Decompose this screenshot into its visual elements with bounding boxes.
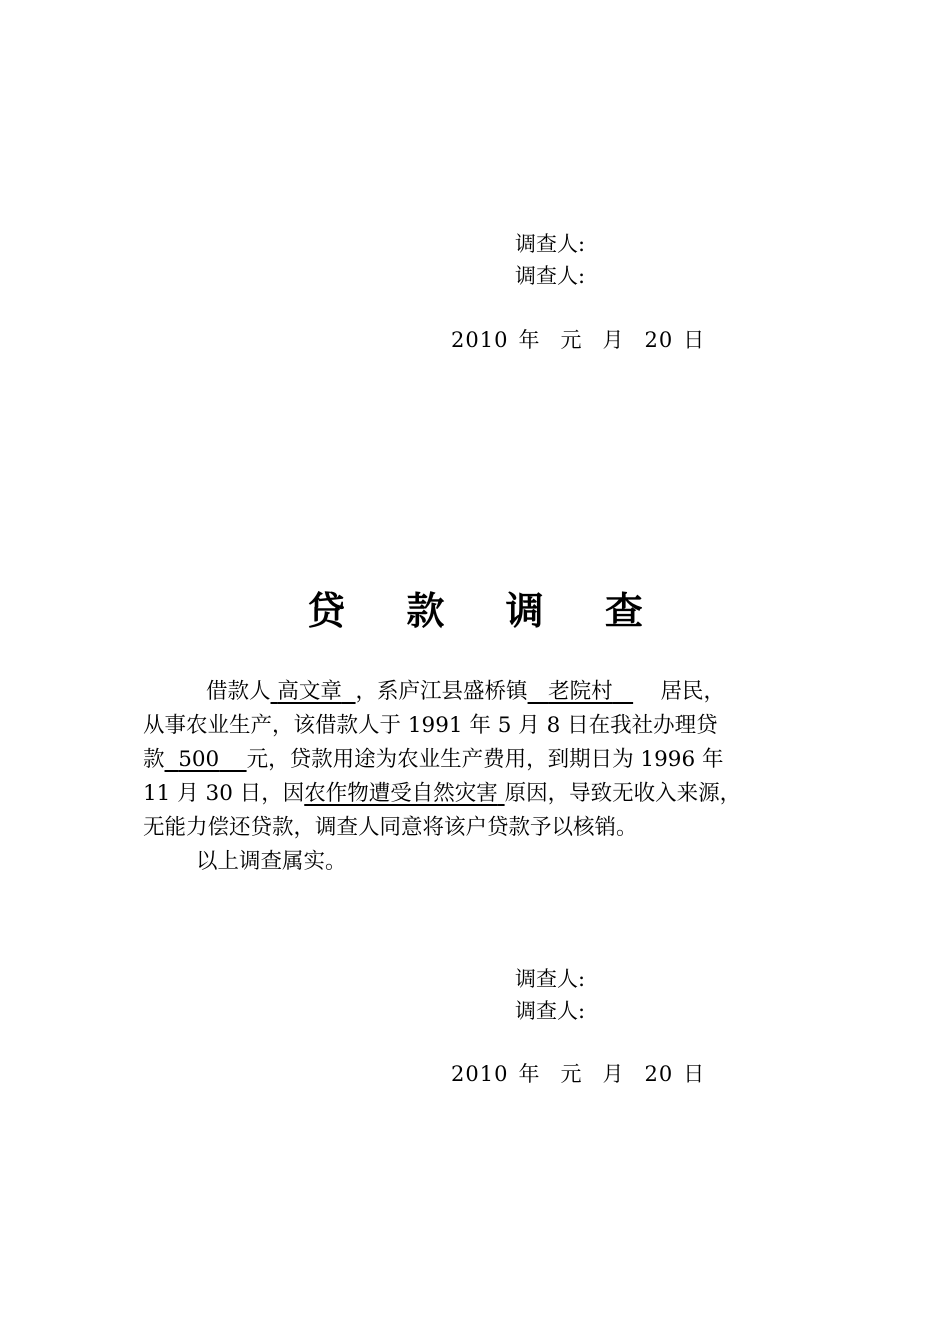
date-month: 元 bbox=[560, 328, 583, 352]
date-year: 2010 bbox=[451, 328, 509, 352]
date-day-char: 日 bbox=[683, 328, 706, 352]
investigator-label-3: 调查人: bbox=[515, 967, 586, 991]
date-day: 20 bbox=[644, 328, 674, 352]
date-year-char: 年 bbox=[518, 328, 541, 352]
text-consequence: 原因，导致无收入来源， bbox=[504, 781, 742, 806]
village-name: 老院村 bbox=[548, 679, 613, 704]
text-loan-purpose: 元，贷款用途为农业生产费用，到期日为 1996 年 bbox=[246, 747, 724, 772]
investigator-label-4: 调查人: bbox=[515, 999, 586, 1023]
paragraph-line-4 bbox=[143, 777, 823, 811]
text-borrower-prefix: 借款人 bbox=[206, 679, 271, 704]
paragraph-line-1 bbox=[206, 675, 886, 709]
date-month-char: 月 bbox=[602, 1062, 625, 1086]
text-location: ，系庐江县盛桥镇 bbox=[355, 679, 528, 704]
default-reason: 农作物遭受自然灾害 bbox=[304, 781, 498, 806]
date-day: 20 bbox=[644, 1062, 674, 1086]
date-year-char: 年 bbox=[518, 1062, 541, 1086]
date-day-char: 日 bbox=[683, 1062, 706, 1086]
document-title: 贷 款 调 查 bbox=[307, 588, 667, 633]
signature-date-bottom bbox=[451, 1060, 705, 1088]
date-year: 2010 bbox=[451, 1062, 509, 1086]
borrower-name: 高文章 bbox=[277, 679, 342, 704]
text-resident: 居民， bbox=[660, 679, 725, 704]
text-loan-prefix: 款 bbox=[143, 747, 165, 772]
date-month: 元 bbox=[560, 1062, 583, 1086]
paragraph-line-5: 无能力偿还贷款，调查人同意将该户贷款予以核销。 bbox=[143, 815, 638, 840]
text-due-date: 11 月 30 日，因 bbox=[143, 781, 305, 806]
paragraph-line-2: 从事农业生产，该借款人于 1991 年 5 月 8 日在我社办理贷 bbox=[143, 713, 718, 738]
closing-statement: 以上调查属实。 bbox=[196, 849, 347, 874]
investigator-label-1: 调查人: bbox=[515, 232, 586, 256]
investigator-label-2: 调查人: bbox=[515, 264, 586, 288]
signature-date bbox=[451, 326, 705, 354]
date-month-char: 月 bbox=[602, 328, 625, 352]
loan-amount: 500 bbox=[178, 747, 220, 772]
paragraph-line-3 bbox=[143, 743, 823, 777]
